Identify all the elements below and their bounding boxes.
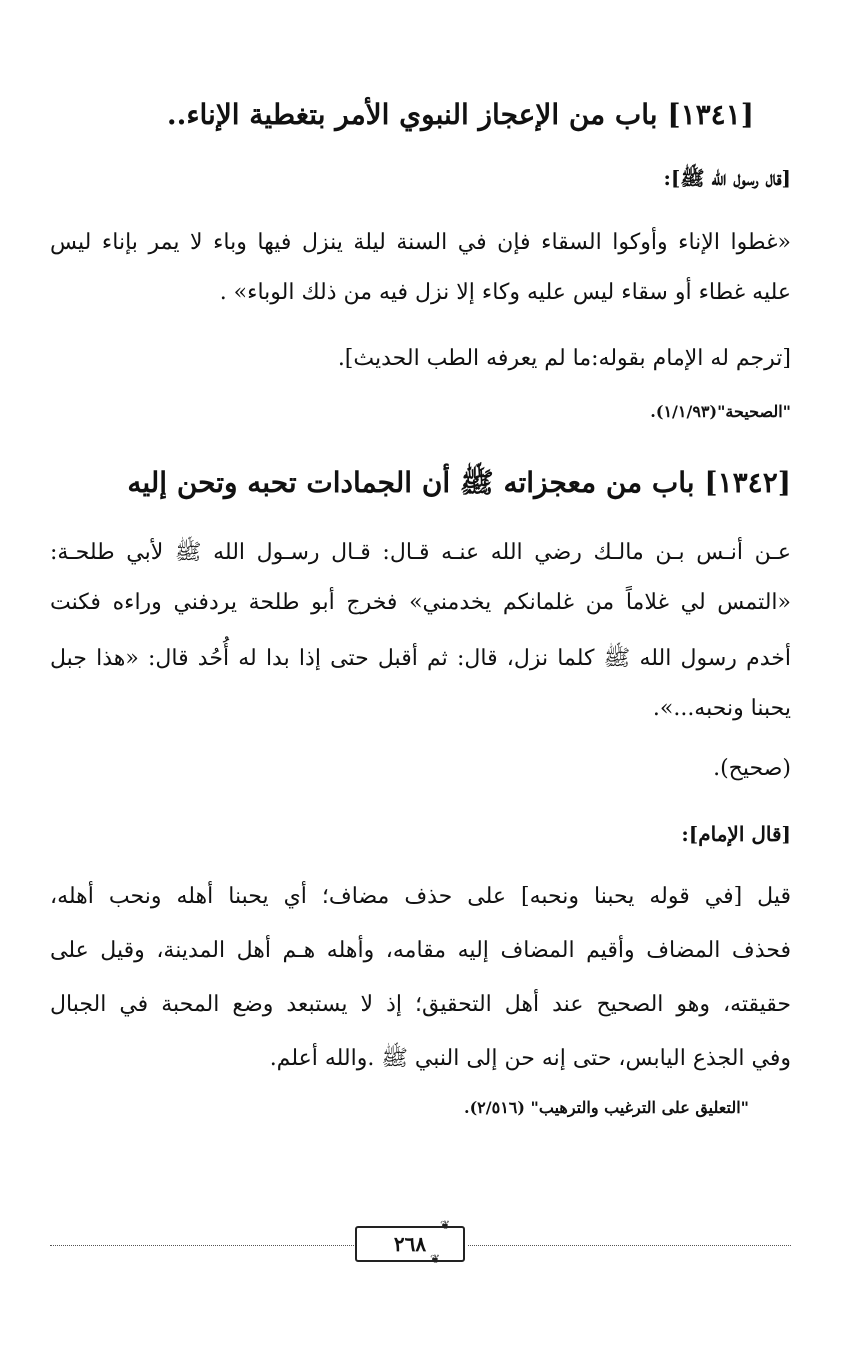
hadith-line-2: «التمس لي غلاماً من غلمانكم يخدمني» فخرج أبو طلحة يردفني وراءه فكنت	[50, 590, 791, 615]
page-number: ٢٦٨	[355, 1226, 465, 1262]
ornament-icon: ❦	[440, 1218, 451, 1232]
imam-label: [قال الإمام]:	[681, 822, 791, 846]
speaker-label: [قال رسول الله ﷺ]:	[663, 166, 791, 190]
source-reference: "الصحيحة"(١/١/٩٣).	[650, 402, 791, 421]
footer-rule-left	[50, 1245, 354, 1246]
ornament-icon: ❦	[430, 1252, 441, 1266]
hadith-line-4: يحبنا ونحبه...».	[652, 696, 791, 721]
hadith-line-2: عليه غطاء أو سقاء ليس عليه وكاء إلا نزل فيه من ذلك الوباء» .	[219, 280, 791, 305]
commentary-line-3: حقيقته، وهو الصحيح عند أهل التحقيق؛ إذ لا يستبعد وضع المحبة في الجبال	[50, 992, 791, 1017]
hadith-line-1: عـن أنـس بـن مالـك رضي الله عنـه قـال: قـال رسـول الله ﷺ لأبي طلحـة:	[50, 540, 791, 565]
chapter-heading-1342: [١٣٤٢] باب من معجزاته ﷺ أن الجمادات تحبه وتحن إليه	[127, 466, 791, 499]
commentary-line-1: قيل [في قوله يحبنا ونحبه] على حذف مضاف؛ أي يحبنا أهله ونحب أهله،	[50, 884, 791, 909]
hadith-grade: (صحيح).	[713, 756, 791, 781]
hadith-line-1: «غطوا الإناء وأوكوا السقاء فإن في السنة ليلة ينزل فيها وباء لا يمر بإناء ليس	[50, 230, 791, 255]
translator-note: [ترجم له الإمام بقوله:ما لم يعرفه الطب الحديث].	[337, 346, 791, 371]
chapter-heading-1341: [١٣٤١] باب من الإعجاز النبوي الأمر بتغطية الإناء..	[166, 98, 754, 131]
footer-rule-right	[468, 1245, 791, 1246]
commentary-line-4: وفي الجذع اليابس، حتى إنه حن إلى النبي ﷺ .والله أعلم.	[269, 1046, 791, 1071]
hadith-line-3: أخدم رسول الله ﷺ كلما نزل، قال: ثم أقبل حتى إذا بدا له أُحُد قال: «هذا جبل	[50, 646, 791, 671]
source-reference: "التعليق على الترغيب والترهيب" (٢/٥١٦).	[464, 1098, 749, 1117]
commentary-line-2: فحذف المضاف وأقيم المضاف إليه مقامه، وأهله هـم أهل المدينة، وقيل على	[50, 938, 791, 963]
